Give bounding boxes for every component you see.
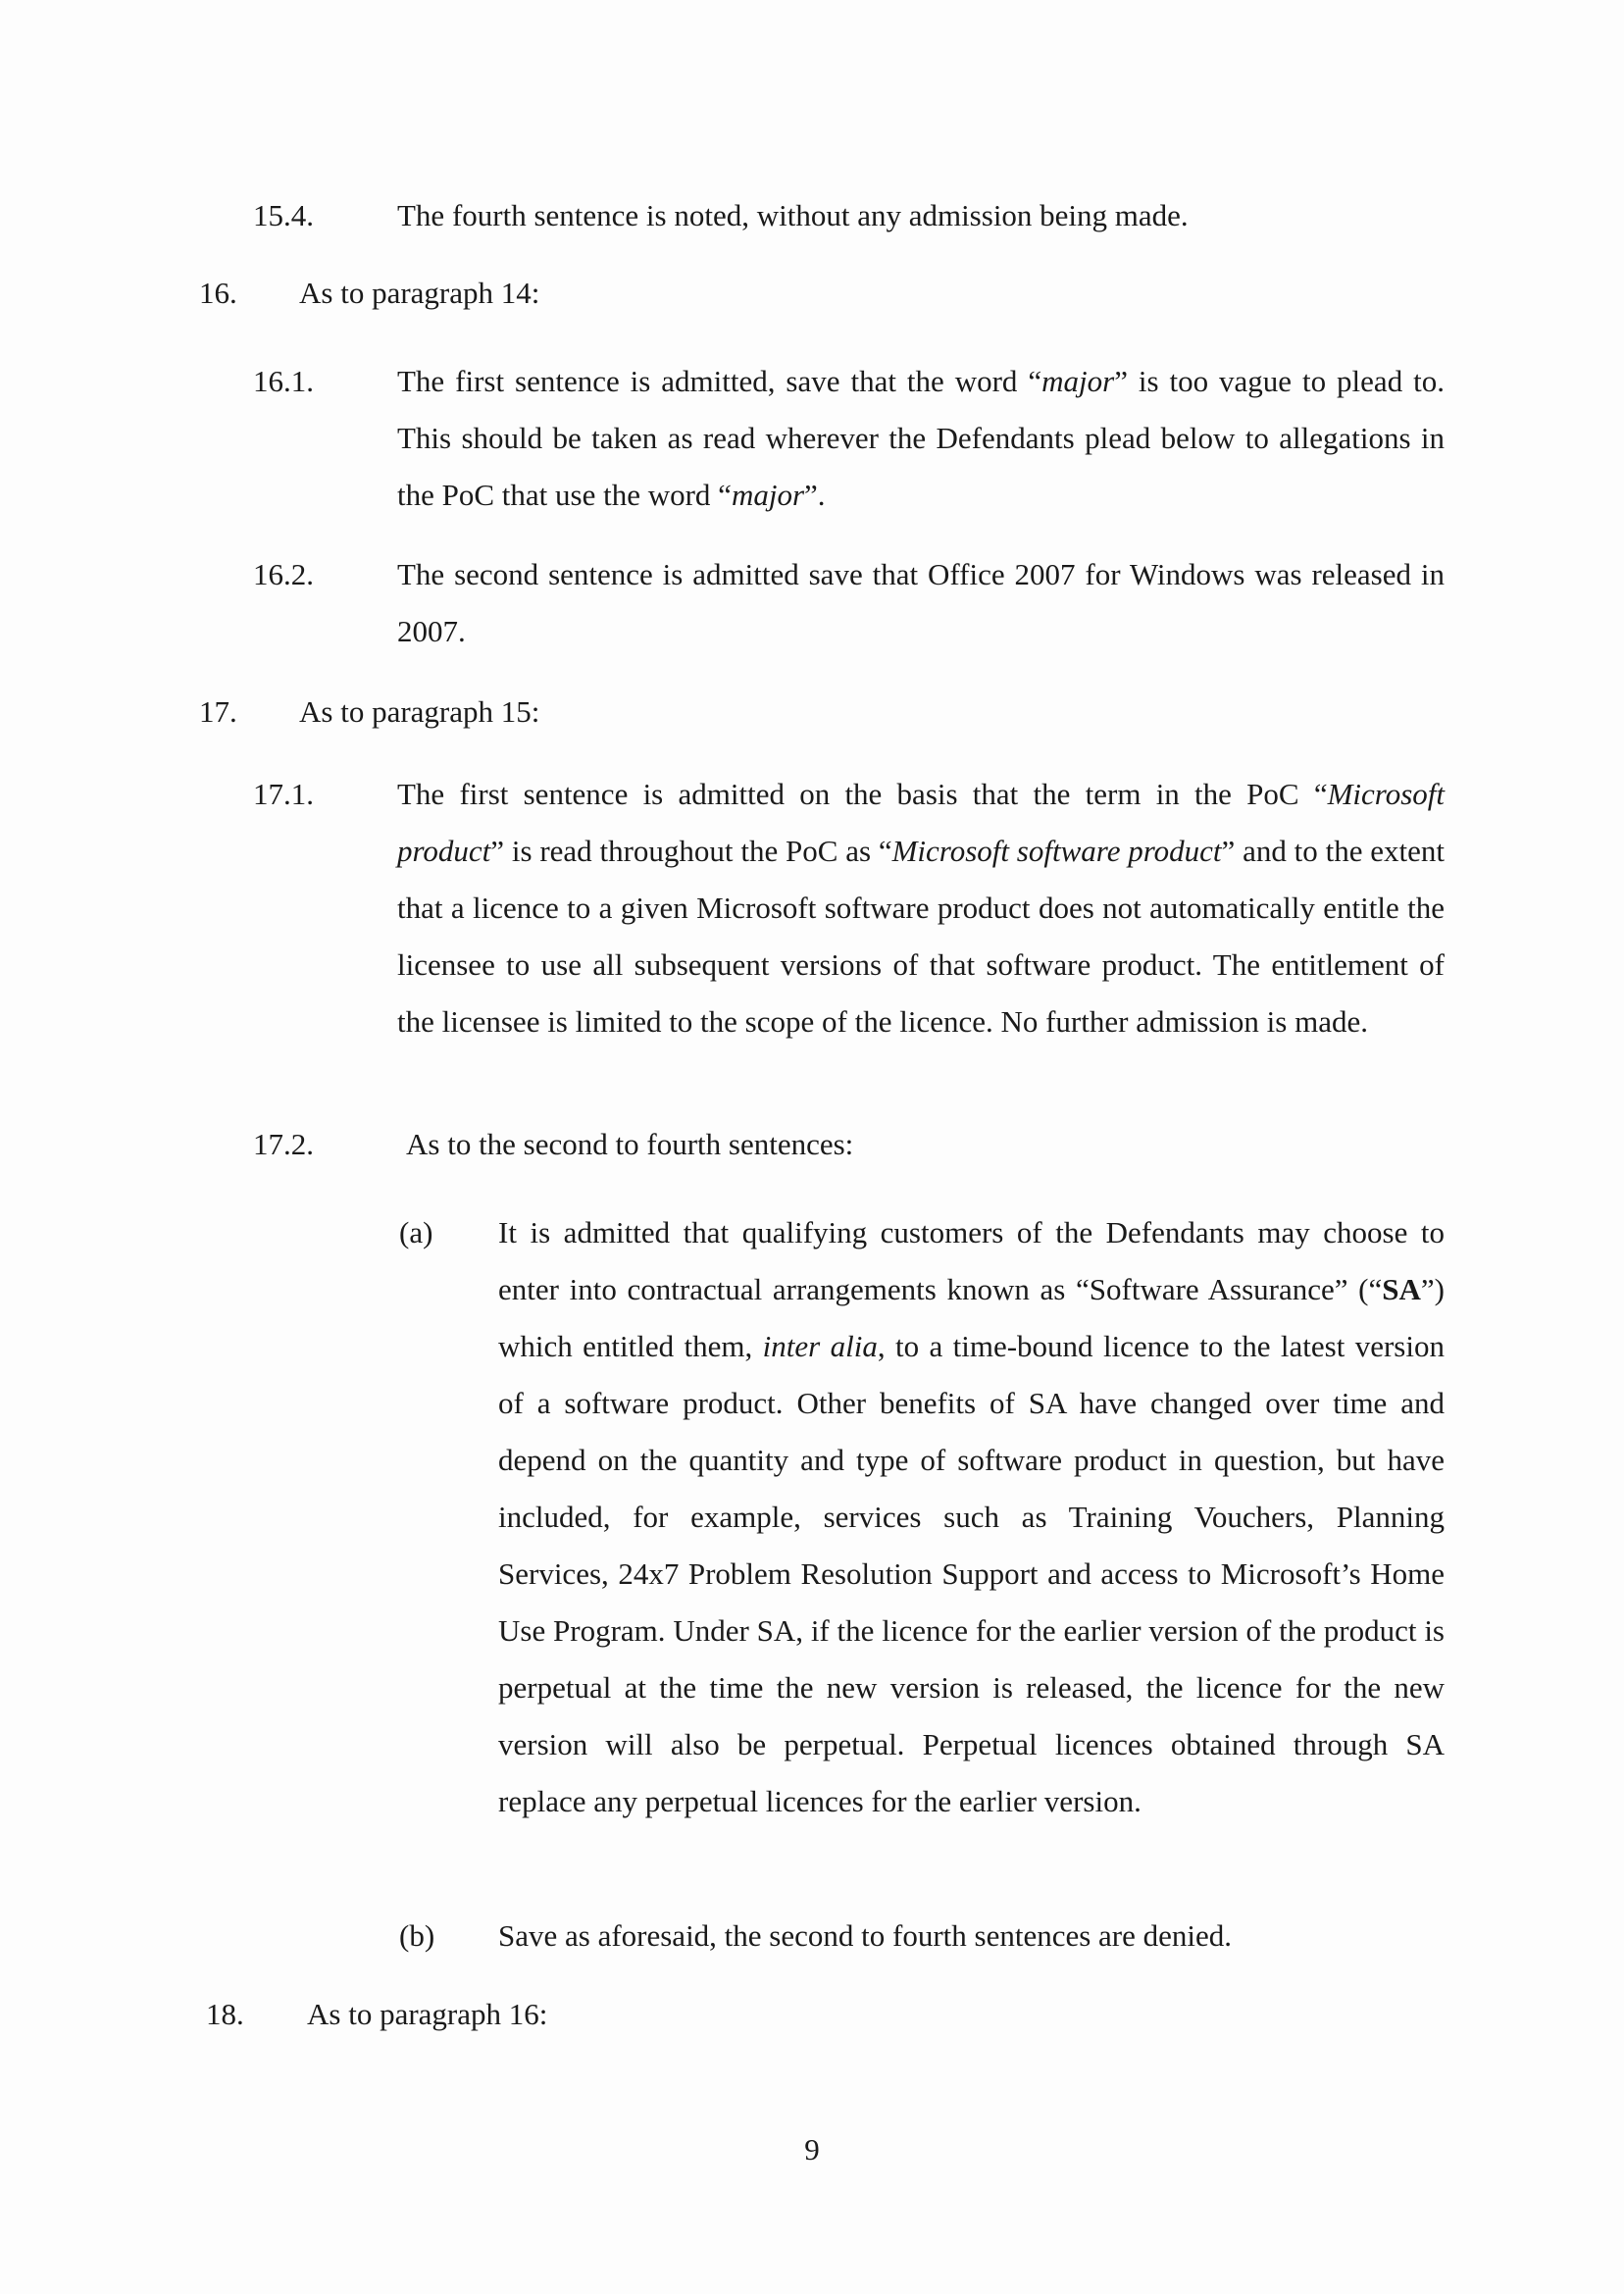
subparagraph-b-text: Save as aforesaid, the second to fourth sentences are denied. <box>498 1918 1233 1953</box>
emphasis-microsoft-software-product: Microsoft software product <box>891 834 1222 868</box>
emphasis-major: major <box>1041 364 1115 398</box>
subparagraph-label-b: (b) <box>399 1918 435 1953</box>
subparagraph-label-a: (a) <box>399 1215 433 1249</box>
paragraph-16-text: As to paragraph 14: <box>299 276 540 310</box>
paragraph-number-16: 16. <box>199 276 237 310</box>
defined-term-sa: SA <box>1382 1272 1421 1306</box>
paragraph-16-1-text: The first sentence is admitted, save that the word “major” is too vague to plead to. This should be taken as read wherever the Defendants plead below to allegations in the PoC that use the word “major”. <box>397 364 1445 512</box>
paragraph-number-16-2: 16.2. <box>253 557 314 591</box>
paragraph-17-text: As to paragraph 15: <box>299 694 540 729</box>
paragraph-17-1-text: The first sentence is admitted on the basis that the term in the PoC “Microsoft product” is read throughout the PoC as “Microsoft software product” and to the extent that a licence to a given Microsoft software product does not automatically entitle the licensee to use all subsequent versions of that software product. The entitlement of the licensee is limited to the scope of the licence. No further admission is made. <box>397 777 1446 1039</box>
subparagraph-a-text: It is admitted that qualifying customers of the Defendants may choose to enter into contractual arrangements known as “Software Assurance” (“SA”) which entitled them, inter alia, to a time-bound licence to the latest version of a software product. Other benefits of SA have changed over time and depend on the quantity and type of software product in question, but have included, for example, services such as Training Vouchers, Planning Services, 24x7 Problem Resolution Support and access to Microsoft’s Home Use Program. Under SA, if the licence for the earlier version of the product is perpetual at the time the new version is released, the licence for the new version will also be perpetual. Perpetual licences obtained through SA replace any perpetual licences for the earlier version. <box>498 1215 1445 1818</box>
paragraph-number-15-4: 15.4. <box>253 198 314 232</box>
paragraph-15-4-text: The fourth sentence is noted, without any admission being made. <box>397 198 1189 232</box>
paragraph-number-17: 17. <box>199 694 237 729</box>
paragraph-17-2-text: As to the second to fourth sentences: <box>406 1127 854 1161</box>
page-number: 9 <box>804 2132 820 2167</box>
emphasis-inter-alia: inter alia <box>762 1329 878 1363</box>
emphasis-microsoft-product: Microsoft product <box>397 777 1445 868</box>
emphasis-major: major <box>731 478 805 512</box>
paragraph-number-16-1: 16.1. <box>253 364 314 398</box>
paragraph-16-2-text: The second sentence is admitted save that Office 2007 for Windows was released in 2007. <box>397 557 1445 648</box>
paragraph-number-18: 18. <box>206 1997 244 2031</box>
paragraph-18-text: As to paragraph 16: <box>307 1997 548 2031</box>
paragraph-number-17-2: 17.2. <box>253 1127 314 1161</box>
paragraph-number-17-1: 17.1. <box>253 777 314 811</box>
